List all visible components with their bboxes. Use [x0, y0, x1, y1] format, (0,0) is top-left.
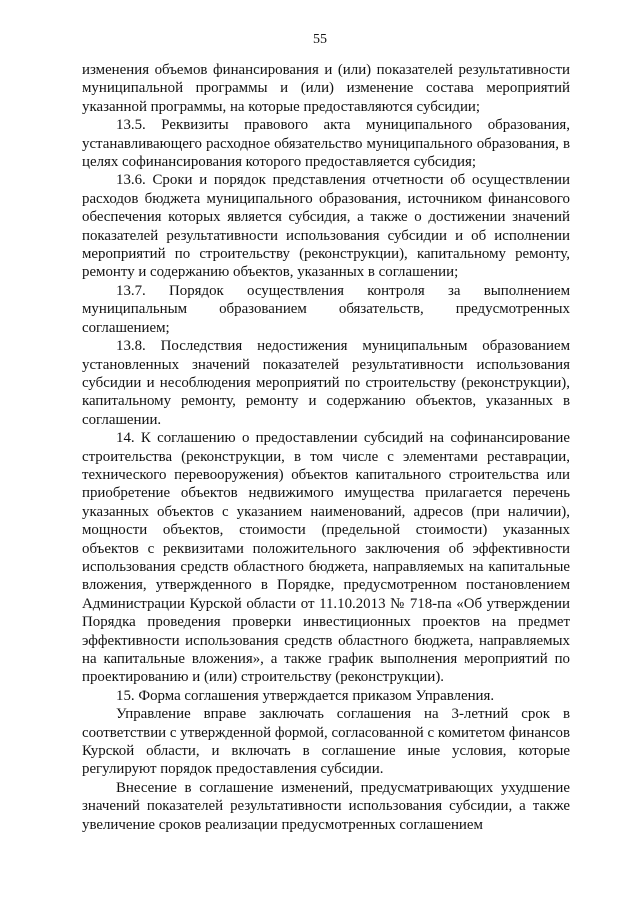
document-body [82, 61, 570, 834]
paragraph-agreement-changes: Внесение в соглашение изменений, предусматривающих ухудшение значений показателей результативности использования субсидии, а также увеличение сроков реализации предусмотренных соглашением [82, 779, 570, 833]
paragraph-15: 15. Форма соглашения утверждается приказом Управления. [116, 687, 495, 704]
paragraph-13-8: 13.8. Последствия недостижения муниципальным образованием установленных значений показателей результативности использования субсидии и несоблюдения мероприятий по строительству (реконструкции), капитальному ремонту, ремонту и содержанию объектов, указанных в соглашении. [82, 338, 570, 428]
paragraph-14: 14. К соглашению о предоставлении субсидий на софинансирование строительства (реконструкции, в том числе с элементами реставрации, технического перевооружения) объектов капитального строительства или приобретение объектов недвижимого имущества прилагается перечень указанных объектов с указанием наименований, адресов (при наличии), мощности объектов, стоимости (предельной стоимости) указанных объектов с реквизитами положительного заключения об эффективности использования средств областного бюджета, направляемых на капитальные вложения, утвержденного в Порядке, предусмотренном постановлением Администрации Курской области от 11.10.2013 № 718-па «Об утверждении Порядка проведения проверки инвестиционных проектов на предмет эффективности использования средств областного бюджета, направляемых на капитальные вложения», а также график выполнения мероприятий по проектированию и (или) строительству (реконструкции). [82, 430, 570, 686]
page-number: 55 [313, 32, 327, 47]
paragraph-13-6: 13.6. Сроки и порядок представления отчетности об осуществлении расходов бюджета муниципального образования, источником финансового обеспечения которых является субсидия, а также о достижении значений показателей результативности использования субсидии и об исполнении мероприятий по строительству (реконструкции), капитальному ремонту, ремонту и содержанию объектов, указанных в соглашении; [82, 172, 570, 281]
paragraph-continuation: изменения объемов финансирования и (или) показателей результативности муниципальной программы и (или) изменение состава мероприятий указанной программы, на которые предоставляются субсидии; [82, 62, 570, 115]
paragraph-13-7: 13.7. Порядок осуществления контроля за выполнением муниципальным образованием обязательств, предусмотренных соглашением; [82, 282, 570, 336]
paragraph-agreement-term: Управление вправе заключать соглашения на 3-летний срок в соответствии с утвержденной формой, согласованной с комитетом финансов Курской области, и включать в соглашение иные условия, которые регулируют порядок предоставления субсидии. [82, 706, 570, 778]
paragraph-13-5: 13.5. Реквизиты правового акта муниципального образования, устанавливающего расходное обязательство муниципального образования, в целях софинансирования которого предоставляется субсидия; [82, 117, 570, 171]
